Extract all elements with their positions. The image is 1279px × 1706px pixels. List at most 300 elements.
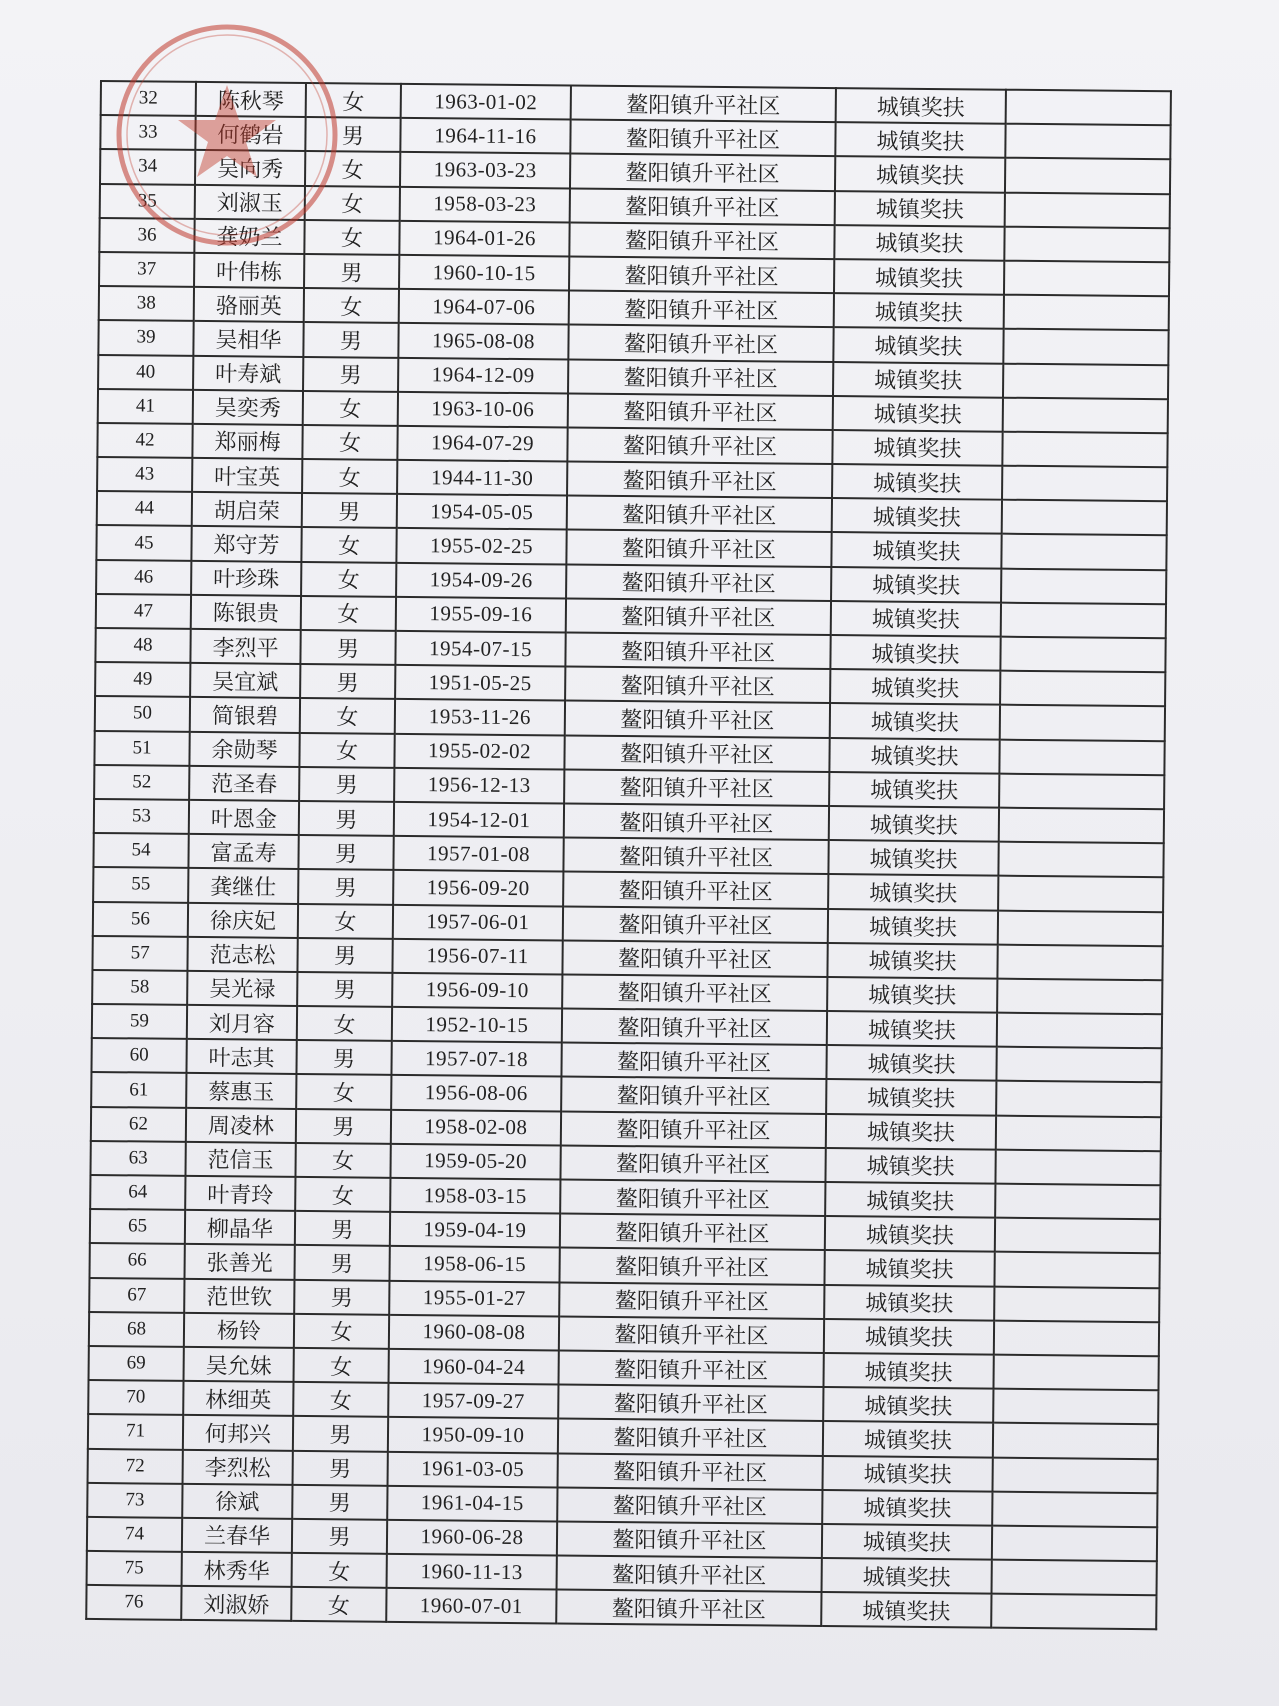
roster-table — [85, 80, 1172, 1631]
community-name-cell: 鳌阳镇升平社区 — [567, 427, 832, 464]
person-sex-cell: 女 — [300, 698, 395, 733]
person-sex-cell: 女 — [302, 425, 397, 460]
person-name-cell: 刘淑娇 — [181, 1586, 291, 1621]
support-type-cell: 城镇奖扶 — [823, 1456, 993, 1492]
support-type-cell: 城镇奖扶 — [824, 1319, 994, 1355]
person-sex-cell: 男 — [298, 835, 393, 870]
person-name-cell: 吴向秀 — [195, 150, 305, 185]
person-name-cell: 何邦兴 — [183, 1415, 293, 1450]
birth-date-cell: 1954-05-05 — [397, 494, 567, 530]
community-name-cell: 鳌阳镇升平社区 — [562, 974, 827, 1011]
row-number-cell: 68 — [89, 1312, 184, 1347]
remarks-cell — [997, 979, 1162, 1015]
remarks-cell — [992, 1457, 1157, 1493]
person-name-cell: 刘月容 — [187, 1005, 297, 1040]
person-sex-cell: 女 — [294, 1314, 389, 1349]
birth-date-cell: 1964-12-09 — [398, 357, 568, 393]
community-name-cell: 鳌阳镇升平社区 — [569, 291, 834, 328]
birth-date-cell: 1951-05-25 — [395, 665, 565, 701]
row-number-cell: 32 — [101, 81, 196, 116]
remarks-cell — [994, 1286, 1159, 1322]
remarks-cell — [999, 808, 1164, 844]
remarks-cell — [1005, 124, 1170, 160]
community-name-cell: 鳌阳镇升平社区 — [570, 188, 835, 225]
person-sex-cell: 女 — [304, 220, 399, 255]
person-name-cell: 叶伟栋 — [194, 253, 304, 288]
remarks-cell — [994, 1320, 1159, 1356]
row-number-cell: 50 — [95, 696, 190, 731]
person-sex-cell: 男 — [303, 356, 398, 391]
person-name-cell: 李烈松 — [183, 1449, 293, 1484]
row-number-cell: 41 — [98, 389, 193, 424]
person-name-cell: 龚继仕 — [188, 868, 298, 903]
person-name-cell: 叶青玲 — [185, 1176, 295, 1211]
person-name-cell: 周凌林 — [186, 1107, 296, 1142]
person-sex-cell: 女 — [295, 1177, 390, 1212]
person-name-cell: 杨铃 — [184, 1313, 294, 1348]
remarks-cell — [992, 1491, 1157, 1527]
birth-date-cell: 1961-03-05 — [388, 1451, 558, 1487]
person-sex-cell: 男 — [296, 1040, 391, 1075]
remarks-cell — [996, 1115, 1161, 1151]
row-number-cell: 63 — [90, 1141, 185, 1176]
support-type-cell: 城镇奖扶 — [835, 156, 1005, 192]
community-name-cell: 鳌阳镇升平社区 — [557, 1556, 822, 1593]
support-type-cell: 城镇奖扶 — [824, 1285, 994, 1321]
birth-date-cell: 1955-01-27 — [389, 1280, 559, 1316]
support-type-cell: 城镇奖扶 — [835, 122, 1005, 158]
person-sex-cell: 女 — [301, 562, 396, 597]
row-number-cell: 43 — [97, 457, 192, 492]
remarks-cell — [1001, 534, 1166, 570]
row-number-cell: 45 — [96, 525, 191, 560]
remarks-cell — [1005, 192, 1170, 228]
person-sex-cell: 男 — [293, 1416, 388, 1451]
person-sex-cell: 男 — [297, 938, 392, 973]
person-sex-cell: 女 — [293, 1382, 388, 1417]
community-name-cell: 鳌阳镇升平社区 — [565, 667, 830, 704]
remarks-cell — [1004, 261, 1169, 297]
remarks-cell — [998, 876, 1163, 912]
support-type-cell: 城镇奖扶 — [834, 259, 1004, 295]
birth-date-cell: 1963-03-23 — [400, 152, 570, 188]
person-name-cell: 蔡惠玉 — [186, 1073, 296, 1108]
person-name-cell: 叶恩金 — [189, 800, 299, 835]
row-number-cell: 51 — [94, 731, 189, 766]
person-sex-cell: 女 — [302, 459, 397, 494]
row-number-cell: 56 — [93, 901, 188, 936]
birth-date-cell: 1944-11-30 — [397, 460, 567, 496]
birth-date-cell: 1958-03-23 — [400, 186, 570, 222]
remarks-cell — [995, 1184, 1160, 1220]
person-name-cell: 陈银贵 — [191, 595, 301, 630]
person-name-cell: 范志松 — [187, 937, 297, 972]
support-type-cell: 城镇奖扶 — [823, 1421, 993, 1457]
row-number-cell: 58 — [92, 970, 187, 1005]
row-number-cell: 34 — [100, 149, 195, 184]
birth-date-cell: 1964-01-26 — [399, 221, 569, 257]
birth-date-cell: 1953-11-26 — [395, 699, 565, 735]
person-sex-cell: 女 — [305, 186, 400, 221]
community-name-cell: 鳌阳镇升平社区 — [559, 1282, 824, 1319]
support-type-cell: 城镇奖扶 — [835, 191, 1005, 227]
person-name-cell: 叶寿斌 — [193, 355, 303, 390]
person-sex-cell: 男 — [294, 1245, 389, 1280]
row-number-cell: 66 — [90, 1243, 185, 1278]
person-name-cell: 何鹤岩 — [195, 116, 305, 151]
community-name-cell: 鳌阳镇升平社区 — [568, 359, 833, 396]
community-name-cell: 鳌阳镇升平社区 — [562, 1009, 827, 1046]
birth-date-cell: 1955-02-25 — [396, 528, 566, 564]
remarks-cell — [1003, 329, 1168, 365]
row-number-cell: 49 — [95, 662, 190, 697]
person-name-cell: 吴奕秀 — [193, 390, 303, 425]
person-name-cell: 龚奶兰 — [194, 219, 304, 254]
roster-table-wrap — [85, 80, 1170, 1631]
support-type-cell: 城镇奖扶 — [828, 840, 998, 876]
person-name-cell: 范圣春 — [189, 766, 299, 801]
remarks-cell — [1006, 90, 1171, 126]
remarks-cell — [995, 1149, 1160, 1185]
remarks-cell — [992, 1526, 1157, 1562]
birth-date-cell: 1954-12-01 — [394, 802, 564, 838]
community-name-cell: 鳌阳镇升平社区 — [570, 120, 835, 157]
support-type-cell: 城镇奖扶 — [823, 1387, 993, 1423]
support-type-cell: 城镇奖扶 — [822, 1558, 992, 1594]
person-sex-cell: 男 — [303, 322, 398, 357]
support-type-cell: 城镇奖扶 — [832, 498, 1002, 534]
community-name-cell: 鳌阳镇升平社区 — [567, 462, 832, 499]
person-name-cell: 兰春华 — [182, 1518, 292, 1553]
row-number-cell: 53 — [94, 799, 189, 834]
support-type-cell: 城镇奖扶 — [825, 1148, 995, 1184]
birth-date-cell: 1960-06-28 — [387, 1520, 557, 1556]
person-name-cell: 徐庆妃 — [188, 902, 298, 937]
row-number-cell: 70 — [88, 1380, 183, 1415]
person-sex-cell: 男 — [299, 767, 394, 802]
community-name-cell: 鳌阳镇升平社区 — [566, 564, 831, 601]
row-number-cell: 64 — [90, 1175, 185, 1210]
support-type-cell: 城镇奖扶 — [822, 1490, 992, 1526]
row-number-cell: 48 — [95, 628, 190, 663]
row-number-cell: 74 — [87, 1517, 182, 1552]
birth-date-cell: 1960-07-01 — [386, 1588, 556, 1624]
remarks-cell — [999, 773, 1164, 809]
support-type-cell: 城镇奖扶 — [831, 567, 1001, 603]
row-number-cell: 39 — [98, 320, 193, 355]
person-name-cell: 刘淑玉 — [195, 184, 305, 219]
person-name-cell: 叶志其 — [186, 1039, 296, 1074]
birth-date-cell: 1958-02-08 — [391, 1109, 561, 1145]
remarks-cell — [998, 842, 1163, 878]
person-name-cell: 吴宜斌 — [190, 663, 300, 698]
row-number-cell: 36 — [99, 218, 194, 253]
birth-date-cell: 1956-07-11 — [392, 939, 562, 975]
birth-date-cell: 1954-09-26 — [396, 562, 566, 598]
remarks-cell — [993, 1355, 1158, 1391]
remarks-cell — [997, 1013, 1162, 1049]
birth-date-cell: 1960-08-08 — [389, 1315, 559, 1351]
row-number-cell: 75 — [87, 1551, 182, 1586]
person-name-cell: 富孟寿 — [188, 834, 298, 869]
support-type-cell: 城镇奖扶 — [828, 874, 998, 910]
row-number-cell: 54 — [93, 833, 188, 868]
support-type-cell: 城镇奖扶 — [826, 1114, 996, 1150]
remarks-cell — [1004, 295, 1169, 331]
person-sex-cell: 男 — [300, 630, 395, 665]
support-type-cell: 城镇奖扶 — [832, 464, 1002, 500]
person-sex-cell: 女 — [303, 391, 398, 426]
support-type-cell: 城镇奖扶 — [830, 635, 1000, 671]
support-type-cell: 城镇奖扶 — [831, 532, 1001, 568]
person-sex-cell: 女 — [306, 83, 401, 118]
person-sex-cell: 男 — [292, 1485, 387, 1520]
person-sex-cell: 男 — [295, 1211, 390, 1246]
person-name-cell: 叶珍珠 — [191, 561, 301, 596]
birth-date-cell: 1950-09-10 — [388, 1417, 558, 1453]
support-type-cell: 城镇奖扶 — [828, 909, 998, 945]
row-number-cell: 33 — [100, 115, 195, 150]
person-sex-cell: 男 — [293, 1450, 388, 1485]
community-name-cell: 鳌阳镇升平社区 — [558, 1453, 823, 1490]
birth-date-cell: 1963-10-06 — [398, 392, 568, 428]
person-sex-cell: 男 — [292, 1519, 387, 1554]
support-type-cell: 城镇奖扶 — [834, 225, 1004, 261]
remarks-cell — [1000, 705, 1165, 741]
person-name-cell: 柳晶华 — [185, 1210, 295, 1245]
remarks-cell — [1002, 432, 1167, 468]
community-name-cell: 鳌阳镇升平社区 — [561, 1043, 826, 1080]
support-type-cell: 城镇奖扶 — [829, 738, 999, 774]
support-type-cell: 城镇奖扶 — [826, 1079, 996, 1115]
support-type-cell: 城镇奖扶 — [826, 1045, 996, 1081]
support-type-cell: 城镇奖扶 — [822, 1524, 992, 1560]
remarks-cell — [995, 1218, 1160, 1254]
community-name-cell: 鳌阳镇升平社区 — [558, 1419, 823, 1456]
birth-date-cell: 1960-11-13 — [387, 1554, 557, 1590]
birth-date-cell: 1959-05-20 — [390, 1144, 560, 1180]
remarks-cell — [991, 1594, 1156, 1630]
remarks-cell — [1002, 466, 1167, 502]
community-name-cell: 鳌阳镇升平社区 — [569, 256, 834, 293]
person-sex-cell: 女 — [292, 1553, 387, 1588]
row-number-cell: 72 — [88, 1448, 183, 1483]
person-sex-cell: 女 — [296, 1074, 391, 1109]
birth-date-cell: 1954-07-15 — [395, 631, 565, 667]
row-number-cell: 73 — [87, 1483, 182, 1518]
person-name-cell: 张善光 — [184, 1244, 294, 1279]
person-name-cell: 范信玉 — [185, 1142, 295, 1177]
support-type-cell: 城镇奖扶 — [830, 669, 1000, 705]
person-sex-cell: 女 — [294, 1348, 389, 1383]
remarks-cell — [996, 1081, 1161, 1117]
community-name-cell: 鳌阳镇升平社区 — [556, 1590, 821, 1627]
row-number-cell: 62 — [91, 1107, 186, 1142]
community-name-cell: 鳌阳镇升平社区 — [570, 154, 835, 191]
birth-date-cell: 1956-09-10 — [392, 973, 562, 1009]
community-name-cell: 鳌阳镇升平社区 — [565, 701, 830, 738]
remarks-cell — [1003, 397, 1168, 433]
person-name-cell: 范世钦 — [184, 1278, 294, 1313]
row-number-cell: 42 — [97, 423, 192, 458]
person-sex-cell: 女 — [291, 1587, 386, 1622]
community-name-cell: 鳌阳镇升平社区 — [558, 1350, 823, 1387]
community-name-cell: 鳌阳镇升平社区 — [564, 769, 829, 806]
person-sex-cell: 女 — [301, 596, 396, 631]
remarks-cell — [1004, 226, 1169, 262]
remarks-cell — [999, 739, 1164, 775]
community-name-cell: 鳌阳镇升平社区 — [560, 1145, 825, 1182]
row-number-cell: 69 — [89, 1346, 184, 1381]
community-name-cell: 鳌阳镇升平社区 — [563, 872, 828, 909]
community-name-cell: 鳌阳镇升平社区 — [559, 1248, 824, 1285]
row-number-cell: 37 — [99, 252, 194, 287]
remarks-cell — [1001, 602, 1166, 638]
row-number-cell: 76 — [86, 1585, 181, 1620]
person-name-cell: 陈秋琴 — [196, 82, 306, 117]
person-sex-cell: 女 — [299, 733, 394, 768]
person-name-cell: 余勋琴 — [189, 731, 299, 766]
community-name-cell: 鳌阳镇升平社区 — [568, 393, 833, 430]
support-type-cell: 城镇奖扶 — [833, 362, 1003, 398]
community-name-cell: 鳌阳镇升平社区 — [560, 1214, 825, 1251]
remarks-cell — [993, 1389, 1158, 1425]
remarks-cell — [992, 1560, 1157, 1596]
support-type-cell: 城镇奖扶 — [821, 1592, 991, 1628]
person-sex-cell: 女 — [304, 288, 399, 323]
person-name-cell: 徐斌 — [182, 1484, 292, 1519]
person-name-cell: 林细英 — [183, 1381, 293, 1416]
roster-table-body — [86, 81, 1171, 1630]
person-sex-cell: 男 — [299, 801, 394, 836]
birth-date-cell: 1964-07-06 — [399, 289, 569, 325]
community-name-cell: 鳌阳镇升平社区 — [557, 1521, 822, 1558]
support-type-cell: 城镇奖扶 — [827, 943, 997, 979]
row-number-cell: 40 — [98, 354, 193, 389]
person-name-cell: 林秀华 — [182, 1552, 292, 1587]
person-name-cell: 骆丽英 — [194, 287, 304, 322]
row-number-cell: 47 — [96, 594, 191, 629]
remarks-cell — [996, 1047, 1161, 1083]
support-type-cell: 城镇奖扶 — [830, 703, 1000, 739]
community-name-cell: 鳌阳镇升平社区 — [563, 838, 828, 875]
person-sex-cell: 男 — [296, 1109, 391, 1144]
row-number-cell: 65 — [90, 1209, 185, 1244]
birth-date-cell: 1965-08-08 — [398, 323, 568, 359]
person-sex-cell: 女 — [297, 1006, 392, 1041]
community-name-cell: 鳌阳镇升平社区 — [557, 1487, 822, 1524]
community-name-cell: 鳌阳镇升平社区 — [566, 530, 831, 567]
person-name-cell: 叶宝英 — [192, 458, 302, 493]
birth-date-cell: 1956-12-13 — [394, 768, 564, 804]
community-name-cell: 鳌阳镇升平社区 — [567, 496, 832, 533]
row-number-cell: 67 — [89, 1278, 184, 1313]
row-number-cell: 35 — [100, 184, 195, 219]
remarks-cell — [997, 944, 1162, 980]
community-name-cell: 鳌阳镇升平社区 — [564, 803, 829, 840]
support-type-cell: 城镇奖扶 — [836, 88, 1006, 124]
birth-date-cell: 1959-04-19 — [390, 1212, 560, 1248]
person-name-cell: 吴相华 — [193, 321, 303, 356]
remarks-cell — [994, 1252, 1159, 1288]
support-type-cell: 城镇奖扶 — [829, 772, 999, 808]
community-name-cell: 鳌阳镇升平社区 — [569, 222, 834, 259]
row-number-cell: 46 — [96, 560, 191, 595]
row-number-cell: 71 — [88, 1414, 183, 1449]
community-name-cell: 鳌阳镇升平社区 — [566, 598, 831, 635]
remarks-cell — [993, 1423, 1158, 1459]
remarks-cell — [998, 910, 1163, 946]
support-type-cell: 城镇奖扶 — [831, 601, 1001, 637]
community-name-cell: 鳌阳镇升平社区 — [560, 1179, 825, 1216]
community-name-cell: 鳌阳镇升平社区 — [562, 940, 827, 977]
birth-date-cell: 1964-07-29 — [397, 426, 567, 462]
birth-date-cell: 1958-03-15 — [390, 1178, 560, 1214]
community-name-cell: 鳌阳镇升平社区 — [563, 906, 828, 943]
birth-date-cell: 1961-04-15 — [387, 1486, 557, 1522]
remarks-cell — [1005, 158, 1170, 194]
person-sex-cell: 男 — [305, 117, 400, 152]
person-name-cell: 李烈平 — [190, 629, 300, 664]
community-name-cell: 鳌阳镇升平社区 — [558, 1385, 823, 1422]
person-sex-cell: 男 — [298, 869, 393, 904]
support-type-cell: 城镇奖扶 — [827, 977, 997, 1013]
birth-date-cell: 1955-02-02 — [394, 733, 564, 769]
remarks-cell — [1000, 637, 1165, 673]
community-name-cell: 鳌阳镇升平社区 — [564, 735, 829, 772]
support-type-cell: 城镇奖扶 — [825, 1182, 995, 1218]
row-number-cell: 61 — [91, 1072, 186, 1107]
birth-date-cell: 1958-06-15 — [389, 1246, 559, 1282]
person-sex-cell: 男 — [302, 493, 397, 528]
person-name-cell: 简银碧 — [190, 697, 300, 732]
birth-date-cell: 1956-08-06 — [391, 1075, 561, 1111]
row-number-cell: 59 — [92, 1004, 187, 1039]
birth-date-cell: 1955-09-16 — [396, 597, 566, 633]
birth-date-cell: 1963-01-02 — [401, 84, 571, 120]
support-type-cell: 城镇奖扶 — [832, 430, 1002, 466]
person-sex-cell: 男 — [297, 972, 392, 1007]
support-type-cell: 城镇奖扶 — [827, 1011, 997, 1047]
birth-date-cell: 1964-11-16 — [400, 118, 570, 154]
person-sex-cell: 男 — [304, 254, 399, 289]
support-type-cell: 城镇奖扶 — [833, 327, 1003, 363]
person-name-cell: 郑守芳 — [191, 526, 301, 561]
person-name-cell: 吴允妹 — [184, 1347, 294, 1382]
birth-date-cell: 1956-09-20 — [393, 870, 563, 906]
person-sex-cell: 女 — [298, 903, 393, 938]
row-number-cell: 44 — [97, 491, 192, 526]
person-name-cell: 胡启荣 — [192, 492, 302, 527]
remarks-cell — [1002, 500, 1167, 536]
support-type-cell: 城镇奖扶 — [834, 293, 1004, 329]
birth-date-cell: 1957-07-18 — [391, 1041, 561, 1077]
person-sex-cell: 女 — [305, 151, 400, 186]
birth-date-cell: 1957-06-01 — [393, 904, 563, 940]
birth-date-cell: 1957-01-08 — [393, 836, 563, 872]
community-name-cell: 鳌阳镇升平社区 — [565, 632, 830, 669]
support-type-cell: 城镇奖扶 — [824, 1250, 994, 1286]
support-type-cell: 城镇奖扶 — [825, 1216, 995, 1252]
row-number-cell: 60 — [91, 1038, 186, 1073]
community-name-cell: 鳌阳镇升平社区 — [561, 1111, 826, 1148]
community-name-cell: 鳌阳镇升平社区 — [568, 325, 833, 362]
person-name-cell: 吴光禄 — [187, 971, 297, 1006]
community-name-cell: 鳌阳镇升平社区 — [571, 86, 836, 123]
community-name-cell: 鳌阳镇升平社区 — [561, 1077, 826, 1114]
person-name-cell: 郑丽梅 — [192, 424, 302, 459]
birth-date-cell: 1952-10-15 — [392, 1007, 562, 1043]
